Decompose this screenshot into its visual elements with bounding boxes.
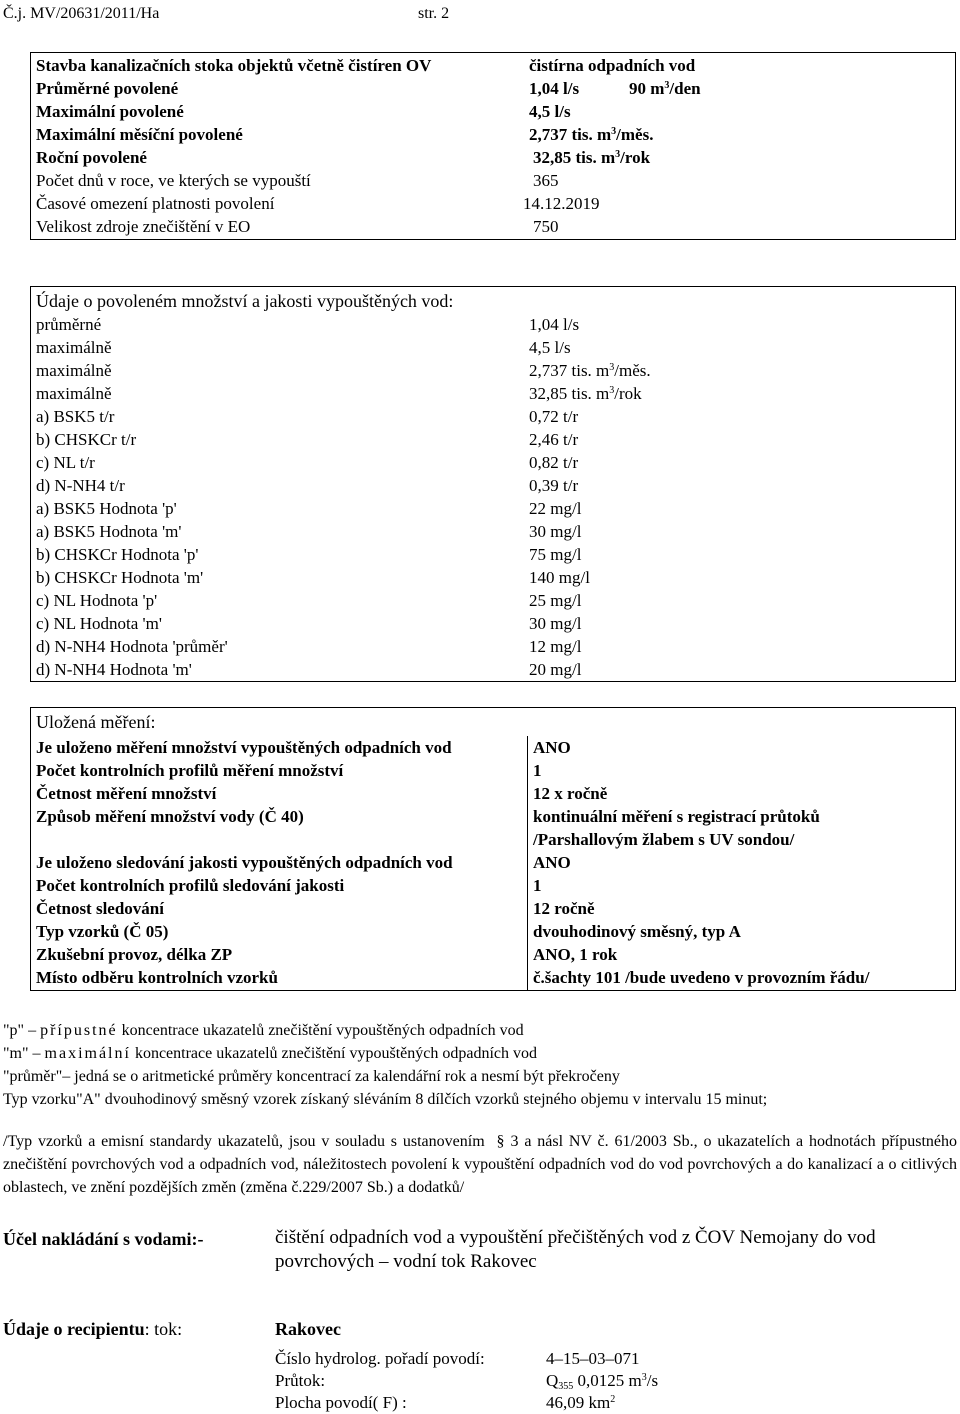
row-value: 14.12.2019 (523, 194, 600, 213)
row-label: Místo odběru kontrolních vzorků (36, 968, 278, 987)
row-value: 32,85 tis. $m^3$/rok (529, 384, 642, 403)
row-label: maximálně (36, 338, 112, 357)
purpose-label: Účel nakládání s vodami:- (3, 1229, 204, 1249)
row-value: 140 mg/l (529, 568, 590, 587)
row-label: Je uloženo měření množství vypouštěných odpadních vod (36, 738, 452, 757)
flow-value: $Q_{355}$ 0,0125 $m^3/s$ (546, 1371, 659, 1392)
row-label: a) BSK5 t/r (36, 407, 115, 426)
legend-average: "průměr"– jedná se o aritmetické průměry koncentrací za kalendářní rok a nesmí být překročeny (3, 1068, 620, 1085)
row-label: b) CHSKCr Hodnota 'm' (36, 568, 204, 587)
page-number: str. 2 (418, 5, 450, 22)
row-label: Roční povolené (36, 148, 147, 167)
row-value: ANO (533, 738, 571, 757)
legend-m: "m" – maximální koncentrace ukazatelů znečištění vypouštěných odpadních vod (3, 1045, 538, 1062)
row-label: c) NL t/r (36, 453, 95, 472)
row-value: 2,46 t/r (529, 430, 579, 449)
row-value: 1,04 l/s (529, 79, 580, 98)
hydrolog-order-label: Číslo hydrolog. pořadí povodí: (275, 1349, 485, 1368)
row-value: 0,82 t/r (529, 453, 579, 472)
row-label: Je uloženo sledování jakosti vypouštěných odpadních vod (36, 853, 453, 872)
row-value: 30 mg/l (529, 614, 582, 633)
recipient-name: Rakovec (275, 1319, 341, 1339)
row-label: Počet kontrolních profilů sledování jakosti (36, 876, 345, 895)
row-value: 25 mg/l (529, 591, 582, 610)
row-value: 4,5 l/s (529, 102, 571, 121)
row-value: 12 ročně (533, 899, 595, 918)
row-value: čistírna odpadních vod (529, 56, 696, 75)
row-label: d) N-NH4 Hodnota 'průměr' (36, 637, 228, 656)
row-value: ANO, 1 rok (533, 945, 618, 964)
permitted-quality-table: Údaje o povoleném množství a jakosti vypouštěných vod: průměrné 1,04 l/s maximálně 4,5 l/s maximálně 2,737 tis. $m^3$/měs. maximálně 32,85 tis. $m^3$/rok a) BSK5 t/r 0,72 t/r b) CHSKCr t/r 2,46 t/r c) NL t/r 0,82 t/r d) N-NH4 t/r 0,39 t/r a) BSK5 Hodnota 'p' 22 mg/l a) BSK5 Hodnota 'm' 30 mg/l b) CHSKCr Hodnota 'p' 75 mg/l b) CHSKCr Hodnota 'm' 140 mg/l c) NL Hodnota 'p' 25 mg/l c) NL Hodnota 'm' 30 mg/l d) N-NH4 Hodnota 'průměr' 12 mg/l d) N-NH4 Hodnota 'm' 20 mg/l (30, 286, 956, 682)
row-label: Maximální povolené (36, 102, 184, 121)
row-label: Počet dnů v roce, ve kterých se vypouští (36, 171, 311, 190)
row-value: 1,04 l/s (529, 315, 580, 334)
row-value: č.šachty 101 /bude uvedeno v provozním řádu/ (533, 968, 870, 987)
flow-label: Průtok: (275, 1371, 326, 1390)
row-value: dvouhodinový směsný, typ A (533, 922, 741, 941)
row-value: kontinuální měření s registrací průtoků (533, 807, 820, 826)
row-value: 365 (533, 171, 559, 190)
legend-sample-type: Typ vzorku"A" dvouhodinový směsný vzorek získaný sléváním 8 dílčích vzorků stejného objemu v intervalu 15 minut; (3, 1091, 768, 1108)
stored-measurements-table: Uložená měření: Je uloženo měření množství vypouštěných odpadních vod ANO Počet kontrolních profilů měření množství 1 Četnost měření množství 12 x ročně Způsob měření množství vody (Č 40) kontinuální měření s registrací průtoků /Parshallovým žlabem s UV sondou/ Je uloženo sledování jakosti vypouštěných odpadních vod ANO Počet kontrolních profilů sledování jakosti 1 Četnost sledování 12 ročně Typ vzorků (Č 05) dvouhodinový směsný, typ A Zkušební provoz, délka ZP ANO, 1 rok Místo odběru kontrolních vzorků č.šachty 101 /bude uvedeno v provozním řádu/ (30, 707, 956, 991)
row-value-daily: 90 $m^3$/den (629, 79, 701, 98)
row-value: 22 mg/l (529, 499, 582, 518)
catchment-label: Plocha povodí( F) : (275, 1393, 407, 1412)
row-label: Počet kontrolních profilů měření množství (36, 761, 344, 780)
legend-p: "p" – přípustné koncentrace ukazatelů znečištění vypouštěných odpadních vod (3, 1022, 524, 1039)
row-label: b) CHSKCr Hodnota 'p' (36, 545, 199, 564)
row-label: d) N-NH4 Hodnota 'm' (36, 660, 192, 679)
row-label: c) NL Hodnota 'p' (36, 591, 158, 610)
row-value: 4,5 l/s (529, 338, 571, 357)
row-label: Způsob měření množství vody (Č 40) (36, 807, 304, 826)
row-label: Stavba kanalizačních stoka objektů včetně čistíren OV (36, 56, 432, 75)
row-label: Průměrné povolené (36, 79, 179, 98)
row-value: 12 x ročně (533, 784, 608, 803)
recipient-label: Údaje o recipientu: tok: (3, 1319, 183, 1339)
row-value: 32,85 tis. $m^3$/rok (533, 148, 651, 167)
document-reference: Č.j. MV/20631/2011/Ha (3, 5, 160, 22)
legal-note-paragraph: /Typ vzorků a emisní standardy ukazatelů, jsou v souladu s ustanovením § 3 a násl NV č. 61/2003 Sb., o ukazatelích a hodnotách přípustného znečištění povrchových vod a odpadních vod, náležitostech povolení k vypouštění odpadních vod do vod povrchových a do kanalizací a o citlivých oblastech, ve znění pozdějších změn (změna č.229/2007 Sb.) a dodatků/ (3, 1133, 958, 1196)
row-value: 12 mg/l (529, 637, 582, 656)
row-value: 2,737 tis. $m^3$/měs. (529, 125, 654, 144)
row-label: Typ vzorků (Č 05) (36, 922, 169, 941)
row-value: 20 mg/l (529, 660, 582, 679)
row-value: 0,72 t/r (529, 407, 579, 426)
row-value: 2,737 tis. $m^3$/měs. (529, 361, 651, 380)
row-label: průměrné (36, 315, 102, 334)
row-label: Četnost měření množství (36, 784, 217, 803)
row-value: 1 (533, 761, 542, 780)
row-value-continued: /Parshallovým žlabem s UV sondou/ (533, 830, 795, 849)
row-value: 1 (533, 876, 542, 895)
row-value: 750 (533, 217, 559, 236)
catchment-value: 46,09 $km^2$ (546, 1393, 616, 1412)
row-label: c) NL Hodnota 'm' (36, 614, 162, 633)
column-divider (527, 736, 528, 990)
purpose-text: čištění odpadních vod a vypouštění přečištěných vod z ČOV Nemojany do vod povrchových – vodní tok Rakovec (275, 1227, 876, 1272)
row-label: maximálně (36, 361, 112, 380)
row-label: b) CHSKCr t/r (36, 430, 137, 449)
hydrolog-order-value: 4–15–03–071 (546, 1349, 640, 1368)
row-label: a) BSK5 Hodnota 'm' (36, 522, 182, 541)
row-label: Zkušební provoz, délka ZP (36, 945, 233, 964)
row-label: d) N-NH4 t/r (36, 476, 125, 495)
row-label: Velikost zdroje znečištění v EO (36, 217, 251, 236)
row-value: 0,39 t/r (529, 476, 579, 495)
row-label: Maximální měsíční povolené (36, 125, 243, 144)
row-label: Časové omezení platnosti povolení (36, 194, 275, 213)
row-label: a) BSK5 Hodnota 'p' (36, 499, 177, 518)
row-value: 75 mg/l (529, 545, 582, 564)
row-label: Četnost sledování (36, 899, 164, 918)
row-label: maximálně (36, 384, 112, 403)
row-value: 30 mg/l (529, 522, 582, 541)
discharge-summary-table (30, 52, 956, 240)
row-value: ANO (533, 853, 571, 872)
